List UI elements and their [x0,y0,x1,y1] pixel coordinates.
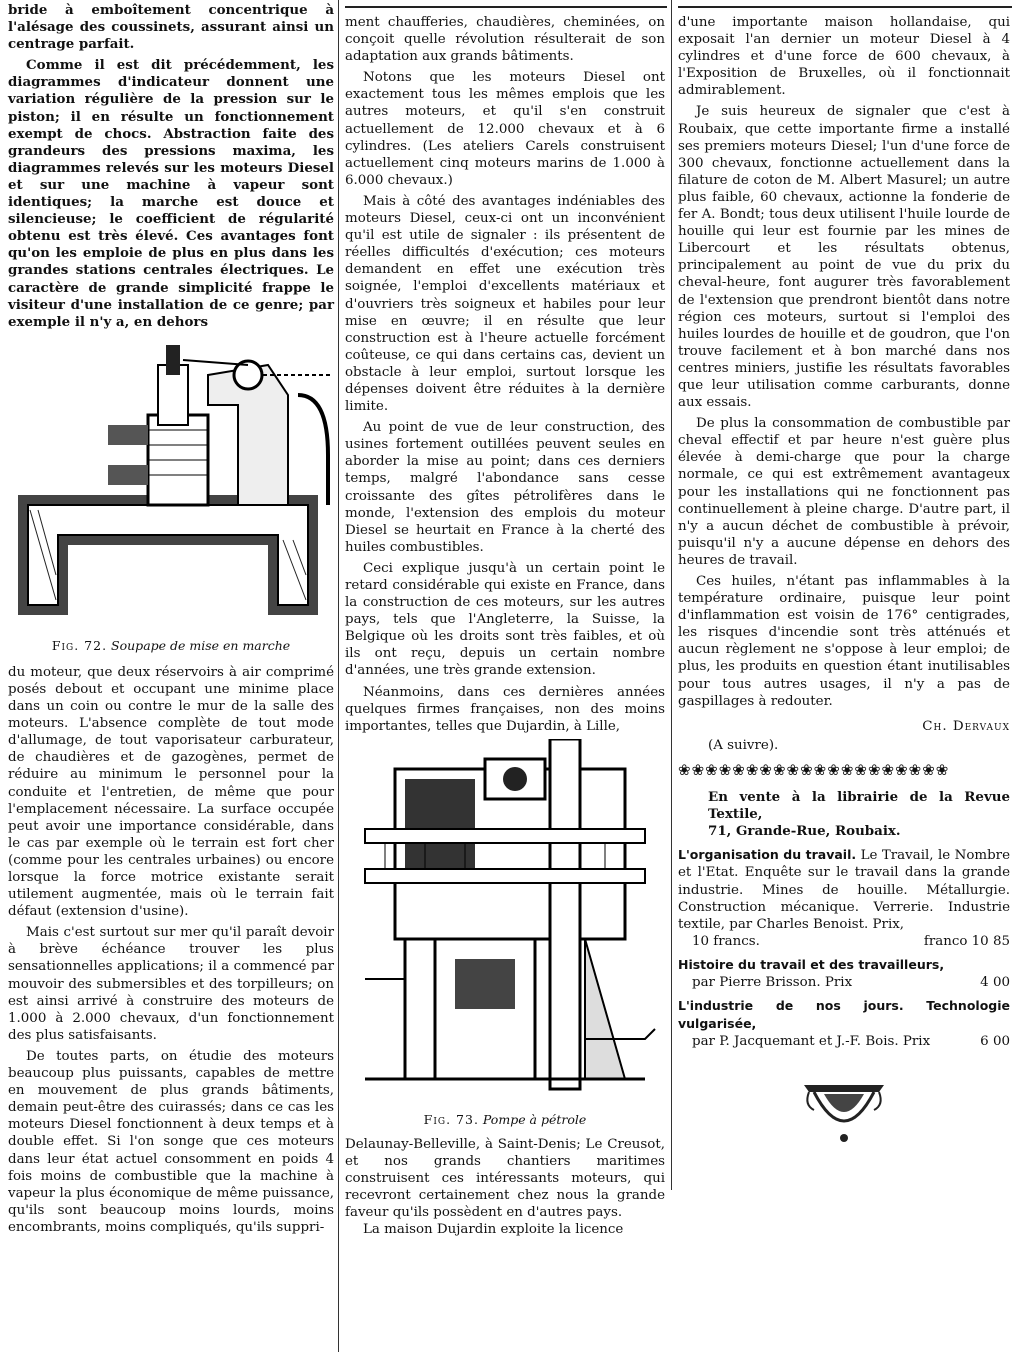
valve-diagram-illustration [8,335,334,635]
paragraph: ment chaufferies, chaudières, cheminées, on conçoit quelle révolution résulterait de son adaptation aux grands bâtiments. [345,15,665,65]
ad-intro-line-1: En vente à la librairie de la Revue Textile, [708,789,1010,823]
bookshop-advert [678,789,1010,1050]
book-price-franco: franco 10 85 [923,933,1010,949]
paragraph: Notons que les moteurs Diesel ont exactement tous les mêmes emplois que les autres moteurs, et qu'il s'en construit actuellement de 12.000 chevaux et à 6 cylindres. (Les ateliers Carels construisent actuellement cinq moteurs marins de 1.000 à 6.000 chevaux.) [345,70,665,188]
paragraph: De toutes parts, on étudie des moteurs beaucoup plus puissants, capables de mettre en mouvement de plus grands bâtiments, demain peut-être des cuirassés; dans ce cas les moteurs Diesel fonctionnent à deux temps et à double effet. Si l'on songe que ces moteurs dans leur état actuel consomment en poids 4 fois moins de combustible que la machine à vapeur la plus économique de même puissance, qu'ils sont beaucoup moins lourds, moins encombrants, moins compliqués, qu'ils suppri- [8,1048,334,1235]
paragraph: Comme il est dit précédemment, les diagrammes d'indicateur donnent une variation régulière de la pression sur le piston; il en résulte un fonctionnement exempt de chocs. Abstraction faite des grandeurs des pressions maxima, les diagrammes relevés sur les moteurs Diesel et sur une machine à vapeur sont identiques; la marche est douce et silencieuse; le coefficient de régularité obtenu est très élevé. Ces avantages font qu'on les emploie de plus en plus dans les grandes stations centrales électriques. Le caractère de grande simplicité frappe le visiteur d'une installation de ce genre; par exemple il n'y a, en dehors [8,57,334,330]
petrol-pump-illustration [345,739,665,1109]
paragraph: Au point de vue de leur construction, des usines fortement outillées peuvent seules en aborder la mise au point; dans ces derniers temps, malgré l'abondance sans cesse croissante des gîtes pétrolifères dans le monde, l'extension des emplois du moteur Diesel se heurtait en France à la cherté des huiles combustibles. [345,420,665,555]
figure-label: Fig. 72. [51,637,108,653]
book-description: par Pierre Brisson. Prix [692,974,853,990]
paragraph: Mais à côté des avantages indéniables des moteurs Diesel, ceux-ci ont un inconvénient qu'il est utile de signaler : ils présentent de réelles difficultés d'exécution; ces moteurs demandent en effet une exécution très soignée, l'emploi d'excellents matériaux et d'ouvriers très soigneux et habiles pour leur mise en œuvre; il en résulte que leur construction est à l'heure actuelle forcément coûteuse, ce qui dans certains cas, devient un obstacle à leur emploi, surtout lorsque les dépenses doivent être réduites à la dernière limite. [345,193,665,415]
figure-72-caption [8,637,334,654]
book-price: 10 francs. [692,933,760,949]
column-divider-2 [671,0,672,1190]
book-title: L'industrie de nos jours. Technologie vulgarisée, [678,998,1010,1032]
paragraph: La maison Dujardin exploite la licence [363,1222,624,1238]
ad-intro-line-2: 71, Grande-Rue, Roubaix. [708,823,901,840]
book-price: 6 00 [980,1034,1010,1050]
book-price: 4 00 [980,974,1010,990]
figure-72 [8,335,334,654]
book-description: par P. Jacquemant et J.-F. Bois. Prix [692,1034,931,1050]
book-price-line [678,933,1010,950]
column-1 [8,2,334,1236]
column-divider-1 [338,0,339,1352]
paragraph: du moteur, que deux réservoirs à air comprimé posés debout et occupant une minime place dans un coin ou contre le mur de la salle des moteurs. L'absence complète de tout mode d'allumage, de tout vaporisateur carburateur, de chaudières et de gazogènes, permet de réduire au minimum le personnel pour la conduite et l'entretien, de même que pour l'emplacement nécessaire. La surface occupée peut avoir une importance considérable, dans le cas par exemple où le terrain est fort cher (comme pour les centrales urbaines) ou encore lorsque la force motrice existante serait utilement augmentée, mais où le terrain fait défaut (extension d'usine). [8,664,334,920]
figure-73 [345,739,665,1128]
to-be-continued: (A suivre). [708,737,779,753]
book-description: Le Travail, le Nombre et l'Etat. Enquête sur le travail dans la grande industrie. Mines de houille. Métallurgie. Construction mécanique. Verrerie. Industrie textile, par Charles Benoist. Prix, [678,848,1011,932]
figure-title: Soupape de mise en marche [111,637,291,653]
paragraph: Ces huiles, n'étant pas inflammables à la température ordinaire, puisque leur point d'inflammation est voisin de 176° centigrades, les risques d'incendie sont très atténués et aucun règlement ne s'oppose à leur emploi; de plus, les produits en question étant inutilisables pour tous autres usages, il n'y a pas de gaspillages à redouter. [678,574,1010,709]
paragraph: Ceci explique jusqu'à un certain point le retard considérable qui existe en France, dans la construction de ces moteurs, sur les autres pays, tels que l'Angleterre, la Suisse, la Belgique où les droits sont très faibles, et où ils ont reçu, depuis un certain nombre d'années, une très grande extension. [345,560,665,679]
book-entry [678,956,1010,991]
book-entry [678,846,1010,950]
book-price-line [678,974,1010,991]
paragraph: De plus la consommation de combustible par cheval effectif et par heure n'est guère plus élevée à demi-charge que pour la charge normale, ce qui est extrêmement avantageux pour les installations qui ne fonctionnent pas continuellement à pleine charge. D'autre part, il n'y a aucun déchet de combustible à prévoir, puisqu'il n'y a aucune dépense en dehors des heures de travail. [678,416,1010,568]
column-2 [345,14,665,1239]
figure-73-caption [345,1111,665,1128]
paragraph: Je suis heureux de signaler que c'est à Roubaix, que cette importante firme a installé ses premiers moteurs Diesel; l'un d'une force de 300 chevaux, fonctionne actuellement dans la filature de coton de M. Albert Masurel; un autre plus faible, 60 chevaux, actionne la fonderie de fer A. Bondt; tous deux utilisent l'huile lourde de houille qui leur est fournie par les mines de Libercourt et les résultats obtenus, principalement au point de vue du prix du cheval-heure, font augurer très favorablement de l'extension que prendront bientôt dans notre région ces moteurs, surtout si l'emploi des huiles lourdes de houille et de goudron, que l'on trouve facilement et à bon marché dans nos centres miniers, justifie les résultats favorables que leur utilisation comme carburants, donne aux essais. [678,104,1010,411]
book-title: L'organisation du travail. [678,847,857,863]
figure-title: Pompe à pétrole [482,1111,587,1127]
author-signature: Ch. Dervaux [922,718,1010,734]
figure-label: Fig. 73. [423,1111,479,1127]
paragraph: Néanmoins, dans ces dernières années quelques firmes françaises, non des moins importantes, telles que Dujardin, à Lille, [345,684,665,734]
top-rule-col2 [345,6,667,8]
paragraph: Delaunay-Belleville, à Saint-Denis; Le Creusot, et nos grands chantiers maritimes construisent ces intéressants moteurs, qui recevront certainement chez nous la grande faveur qu'ils possèdent en d'autres pays. [345,1136,665,1221]
cul-de-lampe-ornament [799,1080,889,1150]
book-entry [678,997,1010,1050]
ad-intro [678,789,1010,840]
paragraph: Mais c'est surtout sur mer qu'il paraît devoir à brève échéance trouver les plus sensationnelles applications; il a commencé par mouvoir des submersibles et des torpilleurs; on est ainsi arrivé à construire des moteurs de 1.000 à 2.000 chevaux, d'un fonctionnement des plus satisfaisants. [8,925,334,1043]
top-rule-col3 [678,6,1012,8]
book-title: Histoire du travail et des travailleurs, [678,956,945,972]
paragraph: d'une importante maison hollandaise, qui exposait l'an dernier un moteur Diesel à 4 cylindres et d'une force de 600 chevaux, à l'Exposition de Bruxelles, où il fonctionnait admirablement. [678,15,1010,99]
book-price-line [678,1033,1010,1050]
ornament-divider: ❀❀❀❀❀❀❀❀❀❀❀❀❀❀❀❀❀❀❀❀ [678,761,950,779]
paragraph: bride à emboîtement concentrique à l'alésage des coussinets, assurant ainsi un centrage parfait. [8,2,334,53]
column-3 [678,14,1010,1150]
